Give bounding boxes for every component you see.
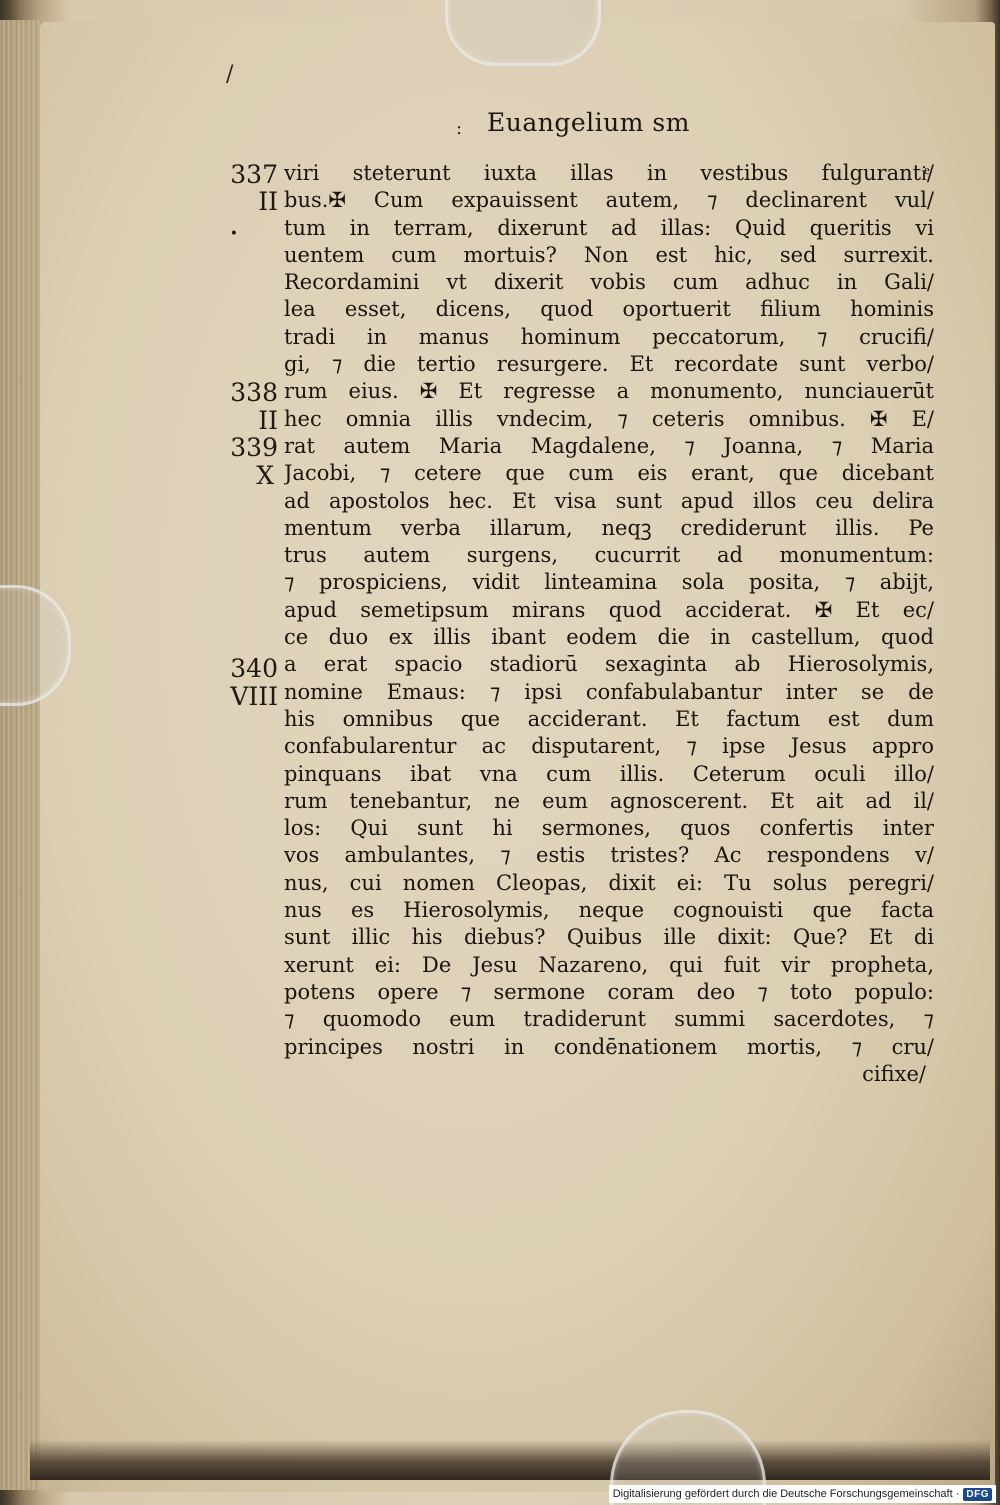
footer-credit: Digitalisierung gefördert durch die Deutsche Forschungsgemeinschaft · [612, 1488, 960, 1500]
text-line: hec omnia illis vndecim, ⁊ ceteris omnibus. ✠ E/ [284, 406, 934, 431]
text-line: apud semetipsum mirans quod acciderat. ✠ Et ec/ [284, 597, 934, 622]
margin-note: VIII [230, 682, 278, 711]
text-line: gi, ⁊ die tertio resurgere. Et recordate sunt verbo/ [284, 352, 934, 377]
text-line: viri steterunt iuxta illas in vestibus fulgurantiͤ/ [284, 161, 934, 185]
digitization-footer [609, 1485, 996, 1503]
margin-note: X [256, 461, 274, 490]
text-line: uentem cum mortuis? Non est hic, sed surrexit. [284, 242, 934, 267]
text-line: ce duo ex illis ibant eodem die in castellum, quod [284, 625, 934, 650]
text-line: Recordamini vt dixerit vobis cum adhuc in Gali/ [284, 270, 934, 295]
text-line: tradi in manus hominum peccatorum, ⁊ crucifi/ [284, 324, 934, 349]
text-line: nus, cui nomen Cleopas, dixit ei: Tu solus peregri/ [284, 870, 934, 895]
text-line: nomine Emaus: ⁊ ipsi confabulabantur inter se de [284, 679, 934, 704]
text-line: rat autem Maria Magdalene, ⁊ Joanna, ⁊ Maria [284, 433, 934, 458]
text-line: a erat spacio stadiorū sexaginta ab Hierosolymis, [284, 652, 934, 677]
body-text [284, 160, 934, 1088]
margin-note: 339 [230, 433, 278, 462]
book-bottom-edge [30, 1440, 990, 1480]
text-line: rum eius. ✠ Et regresse a monumento, nunciauerūt [284, 379, 934, 404]
text-line: his omnibus que acciderant. Et factum est dum [284, 706, 934, 731]
text-line: tum in terram, dixerunt ad illas: Quid queritis vi [284, 215, 934, 240]
stray-mark: / [226, 62, 234, 87]
text-line: vos ambulantes, ⁊ estis tristes? Ac respondens v/ [284, 843, 934, 868]
margin-note: II [258, 406, 278, 435]
text-line: confabularentur ac disputarent, ⁊ ipse Jesus appro [284, 734, 934, 759]
margin-note: 340 [230, 654, 278, 683]
text-line: lea esset, dicens, quod oportuerit filium hominis [284, 297, 934, 322]
text-line: Jacobi, ⁊ cetere que cum eis erant, que dicebant [284, 461, 934, 486]
text-line: pinquans ibat vna cum illis. Ceterum oculi illo/ [284, 761, 934, 786]
text-line: trus autem surgens, cucurrit ad monumentum: [284, 543, 934, 568]
text-line: mentum verba illarum, neqꝫ crediderunt illis. Pe [284, 515, 934, 540]
catchword: cifixe/ [862, 1061, 926, 1086]
text-line: sunt illic his diebus? Quibus ille dixit: Que? Et di [284, 925, 934, 950]
text-line: ⁊ quomodo eum tradiderunt summi sacerdotes, ⁊ [284, 1007, 934, 1032]
text-line: bus.✠ Cum expauissent autem, ⁊ declinarent vul/ [284, 188, 934, 213]
margin-note: • [229, 226, 238, 242]
text-line: ⁊ prospiciens, vidit linteamina sola posita, ⁊ abijt, [284, 570, 934, 595]
dfg-logo-icon: DFG [963, 1488, 992, 1501]
margin-note: II [258, 187, 278, 216]
text-line: rum tenebantur, ne eum agnoscerent. Et ait ad il/ [284, 788, 934, 813]
header-dot: : [456, 118, 463, 139]
text-line: potens opere ⁊ sermone coram deo ⁊ toto populo: [284, 979, 934, 1004]
page-stack-edge [0, 20, 45, 1490]
margin-note: 337 [230, 160, 278, 189]
text-line: nus es Hierosolymis, neque cognouisti que facta [284, 898, 934, 923]
text-line: ad apostolos hec. Et visa sunt apud illos ceu delira [284, 488, 934, 513]
margin-note: 338 [230, 378, 278, 407]
text-line: xerunt ei: De Jesu Nazareno, qui fuit vir propheta, [284, 952, 934, 977]
book-clip-top [445, 0, 601, 66]
running-head: Euangelium sm [487, 108, 690, 137]
text-line: los: Qui sunt hi sermones, quos confertis inter [284, 816, 934, 841]
text-line: principes nostri in condēnationem mortis, ⁊ cru/ [284, 1034, 934, 1059]
